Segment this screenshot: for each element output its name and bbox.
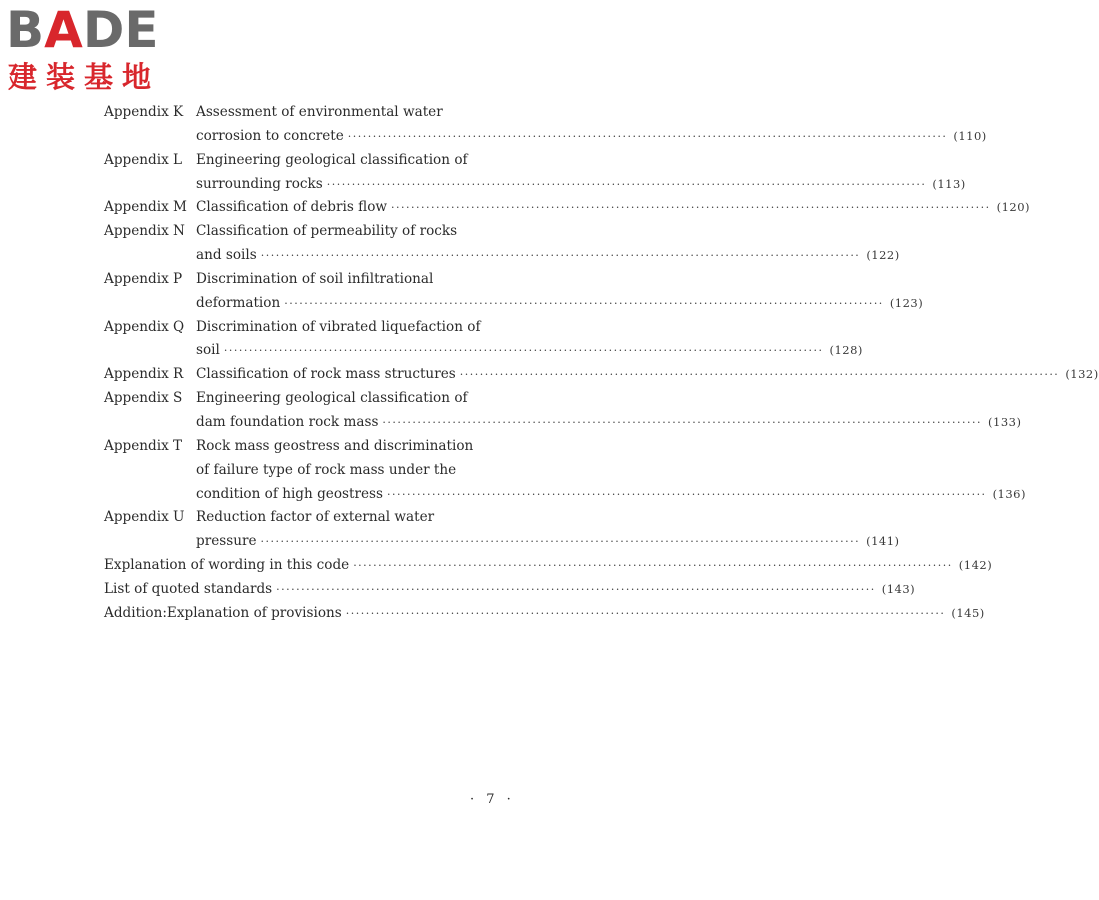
toc-dot-leader: ························································································································ xyxy=(284,296,884,310)
toc-entry-leader xyxy=(196,411,1022,435)
toc-entry-label: Appendix U xyxy=(104,509,185,526)
toc-line xyxy=(104,411,1022,435)
toc-entry-title: List of quoted standards xyxy=(104,578,276,602)
toc-line xyxy=(104,149,524,173)
toc-line xyxy=(104,244,900,268)
toc-entry-title: Engineering geological classification of xyxy=(196,390,468,407)
toc-line xyxy=(104,459,524,483)
toc-entry-title: Discrimination of soil infiltrational xyxy=(196,270,434,287)
toc-entry-page: (136) xyxy=(992,486,1026,501)
toc-entry-title: Engineering geological classification of xyxy=(196,151,468,168)
logo-cjk-text: 建装基地 xyxy=(8,60,161,94)
toc-entry-title: soil xyxy=(196,339,224,363)
toc-entry-title: pressure xyxy=(196,530,261,554)
toc-entry-leader xyxy=(104,602,985,626)
toc-line xyxy=(104,292,924,316)
toc-entry-label: Appendix P xyxy=(104,270,183,287)
toc-line xyxy=(104,506,524,530)
toc-line xyxy=(104,530,900,554)
logo-letters-de: DE xyxy=(82,1,159,59)
toc-entry-title: dam foundation rock mass xyxy=(196,411,382,435)
toc-entry-page: (133) xyxy=(988,414,1022,429)
toc-line xyxy=(104,554,993,578)
toc-entry-title: Addition:Explanation of provisions xyxy=(104,602,346,626)
toc-entry-title: Rock mass geostress and discrimination xyxy=(196,437,474,454)
toc-line xyxy=(104,387,524,411)
toc-entry-page: (128) xyxy=(829,343,863,358)
toc-entry-title: and soils xyxy=(196,244,261,268)
toc-dot-leader: ························································································································ xyxy=(347,129,948,143)
toc-entry-title: Explanation of wording in this code xyxy=(104,554,353,578)
toc-entry-page: (145) xyxy=(951,605,985,620)
toc-line xyxy=(104,339,863,363)
toc-entry-leader xyxy=(196,196,1031,220)
toc-dot-leader: ························································································································ xyxy=(386,487,987,501)
toc-entry-label: Appendix R xyxy=(104,366,184,383)
toc-entry-page: (143) xyxy=(881,581,916,596)
toc-entry-title: surrounding rocks xyxy=(196,173,327,197)
toc-entry-title: condition of high geostress xyxy=(196,483,387,507)
toc-entry-leader xyxy=(196,339,863,363)
toc-line xyxy=(104,316,524,340)
toc-entry-label: Appendix K xyxy=(104,104,184,120)
toc-line xyxy=(104,173,966,197)
logo-latin-text xyxy=(6,1,159,59)
toc-entry-title: Classification of debris flow xyxy=(196,196,391,220)
toc-entry-leader xyxy=(196,173,966,197)
toc-dot-leader: ························································································································ xyxy=(382,415,983,429)
table-of-contents xyxy=(104,101,1099,626)
toc-dot-leader: ························································································································ xyxy=(260,249,861,263)
bade-logo xyxy=(6,1,176,96)
toc-entry-label: Appendix M xyxy=(104,199,187,216)
toc-entry-leader xyxy=(196,244,900,268)
toc-entry-label: Appendix T xyxy=(104,437,183,454)
toc-line xyxy=(104,578,916,602)
toc-entry-title: of failure type of rock mass under the xyxy=(196,461,457,478)
toc-entry-title: Discrimination of vibrated liquefaction of xyxy=(196,318,481,335)
toc-dot-leader: ························································································································ xyxy=(223,344,824,358)
toc-entry-leader xyxy=(196,363,1099,387)
page-number: · 7 · xyxy=(470,792,515,807)
toc-entry-label: Appendix L xyxy=(104,151,183,168)
toc-entry-page: (141) xyxy=(866,534,900,549)
toc-dot-leader: ························································································································ xyxy=(276,582,876,596)
toc-dot-leader: ························································································································ xyxy=(345,606,946,620)
toc-line xyxy=(104,268,524,292)
logo-letter-b: B xyxy=(6,1,45,59)
toc-entry-page: (120) xyxy=(996,200,1031,215)
toc-entry-page: (123) xyxy=(889,295,924,310)
toc-entry-title: Classification of permeability of rocks xyxy=(196,223,458,240)
toc-entry-title: Assessment of environmental water xyxy=(196,104,443,120)
toc-entry-leader xyxy=(104,578,916,602)
toc-entry-page: (142) xyxy=(958,558,993,573)
toc-entry-page: (122) xyxy=(866,248,900,263)
toc-line xyxy=(104,101,524,125)
toc-line xyxy=(104,435,524,459)
toc-dot-leader: ························································································································ xyxy=(459,368,1060,382)
logo-letter-a: A xyxy=(44,1,83,59)
toc-entry-label: Appendix S xyxy=(104,390,183,407)
toc-entry-page: (113) xyxy=(932,176,966,191)
toc-line xyxy=(104,220,524,244)
toc-line xyxy=(104,363,1099,387)
toc-entry-leader xyxy=(196,530,900,554)
toc-entry-page: (132) xyxy=(1065,367,1099,382)
toc-entry-title: Classification of rock mass structures xyxy=(196,363,460,387)
toc-entry-label: Appendix Q xyxy=(104,318,185,335)
toc-entry-title: corrosion to concrete xyxy=(196,125,348,149)
toc-entry-title: deformation xyxy=(196,292,284,316)
toc-line xyxy=(104,602,985,626)
toc-dot-leader: ························································································································ xyxy=(326,177,927,191)
toc-entry-leader xyxy=(196,483,1026,507)
toc-line xyxy=(104,483,1026,507)
toc-line xyxy=(104,125,987,149)
toc-entry-label: Appendix N xyxy=(104,223,185,240)
toc-dot-leader: ························································································································ xyxy=(391,201,991,215)
toc-line xyxy=(104,196,1031,220)
toc-entry-title: Reduction factor of external water xyxy=(196,509,435,526)
toc-entry-leader xyxy=(196,292,924,316)
toc-dot-leader: ························································································································ xyxy=(260,535,861,549)
toc-entry-leader xyxy=(196,125,987,149)
toc-dot-leader: ························································································································ xyxy=(353,559,953,573)
toc-entry-page: (110) xyxy=(953,128,987,143)
toc-entry-leader xyxy=(104,554,993,578)
